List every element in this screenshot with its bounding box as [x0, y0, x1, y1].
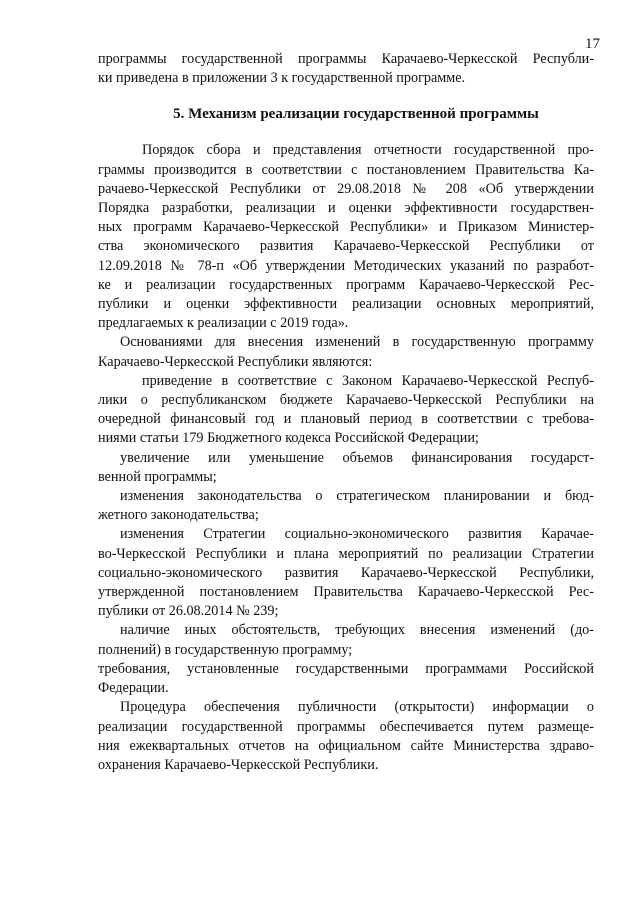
text-line: венной программы; — [98, 468, 217, 485]
text-line: наличие иных обстоятельств, требующих внесения изменений (до- — [120, 622, 594, 639]
text-line: ниями статьи 179 Бюджетного кодекса Российской Федерации; — [98, 430, 479, 447]
text-line: программы государственной программы Карачаево-Черкесской Республи- — [98, 51, 594, 67]
text-line: ных программ Карачаево-Черкесской Республики» и Приказом Министер- — [98, 219, 594, 236]
section-heading: 5. Механизм реализации государственной программы — [173, 106, 539, 123]
text-line: очередной финансовый год и плановый период в соответствии с требова- — [98, 411, 594, 428]
text-line: реализации государственной программы обеспечивается путем размеще- — [98, 718, 594, 735]
list-item-federal-requirements — [98, 660, 594, 698]
text-line: Порядка разработки, реализации и оценки эффективности государствен- — [98, 200, 594, 217]
text-line: предлагаемых к реализации с 2019 года». — [98, 315, 349, 332]
list-item-funding-change — [98, 449, 594, 487]
text-line: Основаниями для внесения изменений в государственную программу — [120, 334, 594, 351]
text-line: Федерации. — [98, 680, 169, 697]
text-line: увеличение или уменьшение объемов финансирования государст- — [120, 449, 594, 466]
text-line: Карачаево-Черкесской Республики являются: — [98, 353, 373, 370]
text-line: 12.09.2018 № 78-п «Об утверждении Методических указаний по разработ- — [98, 257, 594, 274]
text-line: социально-экономического развития Карачаево-Черкесской Республики, — [98, 564, 594, 581]
text-line: ке и реализации государственных программ Карачаево-Черкесской Рес- — [98, 276, 594, 293]
text-line: ства экономического развития Карачаево-Черкесской Республики от — [98, 238, 594, 255]
text-line: охранения Карачаево-Черкесской Республики. — [98, 756, 379, 773]
text-line: полнений) в государственную программу; — [98, 641, 353, 658]
paragraph-publicity — [98, 698, 594, 775]
text-line: требования, установленные государственными программами Российской — [98, 660, 594, 677]
text-line: публики и оценки эффективности реализации основных мероприятий, — [98, 296, 594, 313]
text-line: ки приведена в приложении 3 к государственной программе. — [98, 70, 466, 87]
text-line: жетного законодательства; — [98, 507, 259, 524]
text-line: Порядок сбора и представления отчетности государственной про- — [142, 142, 594, 159]
text-line: лики о республиканском бюджете Карачаево-Черкесской Республики на — [98, 392, 594, 409]
text-line: ния ежеквартальных отчетов на официальном сайте Министерства здраво- — [98, 737, 594, 754]
list-item-strategy-change — [98, 525, 594, 621]
text-line: приведение в соответствие с Законом Карачаево-Черкесской Респуб- — [142, 372, 594, 389]
text-line: Процедура обеспечения публичности (открытости) информации о — [120, 699, 594, 716]
list-item-legislation-change — [98, 487, 594, 525]
text-line: изменения Стратегии социально-экономического развития Карачае- — [120, 526, 594, 543]
text-line: изменения законодательства о стратегическом планировании и бюд- — [120, 488, 594, 505]
document-body — [98, 50, 594, 775]
page-number: 17 — [585, 36, 600, 52]
text-line: рачаево-Черкесской Республики от 29.08.2018 № 208 «Об утверждении — [98, 180, 594, 197]
list-item-budget-law — [98, 372, 594, 449]
list-item-other-circumstances — [98, 621, 594, 659]
paragraph-grounds-intro — [98, 333, 594, 371]
text-line: публики от 26.08.2014 № 239; — [98, 603, 279, 620]
intro-paragraph — [98, 50, 594, 88]
text-line: утвержденной постановлением Правительства Карачаево-Черкесской Рес- — [98, 584, 594, 601]
text-line: граммы производится в соответствии с постановлением Правительства Ка- — [98, 161, 594, 178]
text-line: во-Черкесской Республики и плана мероприятий по реализации Стратегии — [98, 545, 594, 562]
paragraph-reporting-procedure — [98, 141, 594, 333]
